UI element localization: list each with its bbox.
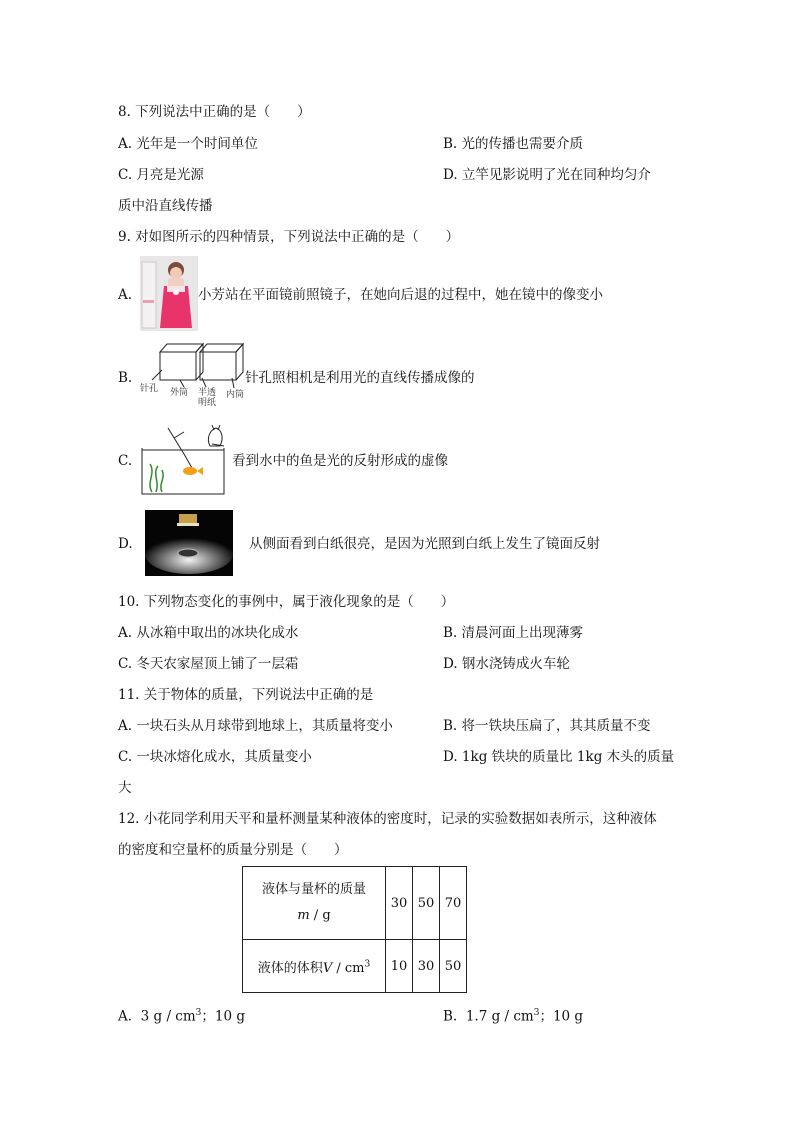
q12-stem-line1: 12. 小花同学利用天平和量杯测量某种液体的密度时，记录的实验数据如表所示，这种液体	[118, 811, 657, 827]
q8-option-b: B. 光的传播也需要介质	[443, 136, 584, 152]
q9-option-c-text: 看到水中的鱼是光的反射形成的虚像	[232, 453, 448, 469]
mass-variable: m	[297, 908, 310, 923]
q11-option-d: D. 1kg 铁块的质量比 1kg 木头的质量	[443, 749, 675, 765]
q12-option-b	[443, 1004, 583, 1026]
q9-option-d-label: D.	[118, 536, 133, 552]
volume-value-2: 30	[413, 940, 440, 993]
q9-option-a-text: 小芳站在平面镜前照镜子，在她向后退的过程中，她在镜中的像变小	[198, 287, 603, 303]
mass-value-2: 50	[413, 867, 440, 940]
q9-option-b-text: 针孔照相机是利用光的直线传播成像的	[245, 370, 475, 386]
q12-option-a-tail: ；10 g	[201, 1008, 246, 1025]
q10-option-a: A. 从冰箱中取出的冰块化成水	[118, 625, 299, 641]
mass-header-cell	[243, 867, 386, 940]
q12-option-a-value: 3 g / cm	[140, 1008, 196, 1025]
q12-option-b-label: B.	[443, 1008, 458, 1025]
inner-tube-label: 内筒	[226, 390, 245, 400]
q9-option-d-text: 从侧面看到白纸很亮，是因为光照到白纸上发生了镜面反射	[249, 536, 600, 552]
q12-option-b-value: 1.7 g / cm	[465, 1008, 534, 1025]
girl-mirror-photo	[140, 256, 198, 331]
volume-unit: / cm	[332, 960, 365, 976]
q12-data-table	[242, 866, 467, 993]
volume-header-text: 液体的体积	[257, 960, 323, 976]
volume-header-cell	[243, 940, 386, 993]
q12-option-b-tail: ；10 g	[539, 1008, 584, 1025]
fish-tank-diagram	[140, 424, 230, 496]
white-paper-light-photo	[145, 510, 233, 576]
q8-option-d-continued: 质中沿直线传播	[118, 198, 213, 214]
paper-label: 明纸	[198, 398, 217, 406]
mass-value-3: 70	[440, 867, 467, 940]
q11-option-c: C. 一块冰熔化成水，其质量变小	[118, 749, 312, 765]
pinhole-camera-diagram	[140, 340, 246, 406]
q10-stem: 10. 下列物态变化的事例中，属于液化现象的是（ ）	[118, 594, 455, 610]
mass-header-text: 液体与量杯的质量	[261, 882, 366, 897]
table-row	[243, 940, 467, 993]
volume-variable: V	[322, 960, 333, 976]
q12-stem-line2: 的密度和空量杯的质量分别是（ ）	[118, 842, 348, 858]
q11-option-a: A. 一块石头从月球带到地球上，其质量将变小	[118, 718, 393, 734]
q12-option-b-exponent: 3	[533, 1008, 540, 1018]
q9-option-a-label: A.	[118, 287, 133, 303]
q11-option-d-continued: 大	[118, 780, 132, 796]
outer-tube-label: 外筒	[170, 388, 189, 398]
q8-stem: 8. 下列说法中正确的是（ ）	[118, 104, 311, 120]
q10-option-c: C. 冬天农家屋顶上铺了一层霜	[118, 656, 299, 672]
q10-option-b: B. 清晨河面上出现薄雾	[443, 625, 584, 641]
q11-stem: 11. 关于物体的质量，下列说法中正确的是	[118, 687, 374, 703]
q9-stem: 9. 对如图所示的四种情景，下列说法中正确的是（ ）	[118, 229, 460, 245]
q10-option-d: D. 钢水浇铸成火车轮	[443, 656, 570, 672]
q11-option-b: B. 将一铁块压扁了，其其质量不变	[443, 718, 651, 734]
mass-unit: / g	[309, 908, 331, 923]
pinhole-label: 针孔	[140, 384, 159, 394]
q9-option-b-label: B.	[118, 370, 133, 386]
q12-option-a-exponent: 3	[195, 1008, 202, 1018]
volume-value-3: 50	[440, 940, 467, 993]
q12-option-a-label: A.	[118, 1008, 133, 1025]
q8-option-d: D. 立竿见影说明了光在同种均匀介	[443, 167, 651, 183]
volume-value-1: 10	[386, 940, 413, 993]
q8-option-c: C. 月亮是光源	[118, 167, 204, 183]
table-row	[243, 867, 467, 940]
q8-option-a: A. 光年是一个时间单位	[118, 136, 258, 152]
q9-option-c-label: C.	[118, 453, 133, 469]
semi-transparent-label: 半透	[198, 388, 217, 398]
mass-value-1: 30	[386, 867, 413, 940]
q12-option-a	[118, 1004, 245, 1026]
volume-unit-exponent: 3	[364, 959, 371, 970]
